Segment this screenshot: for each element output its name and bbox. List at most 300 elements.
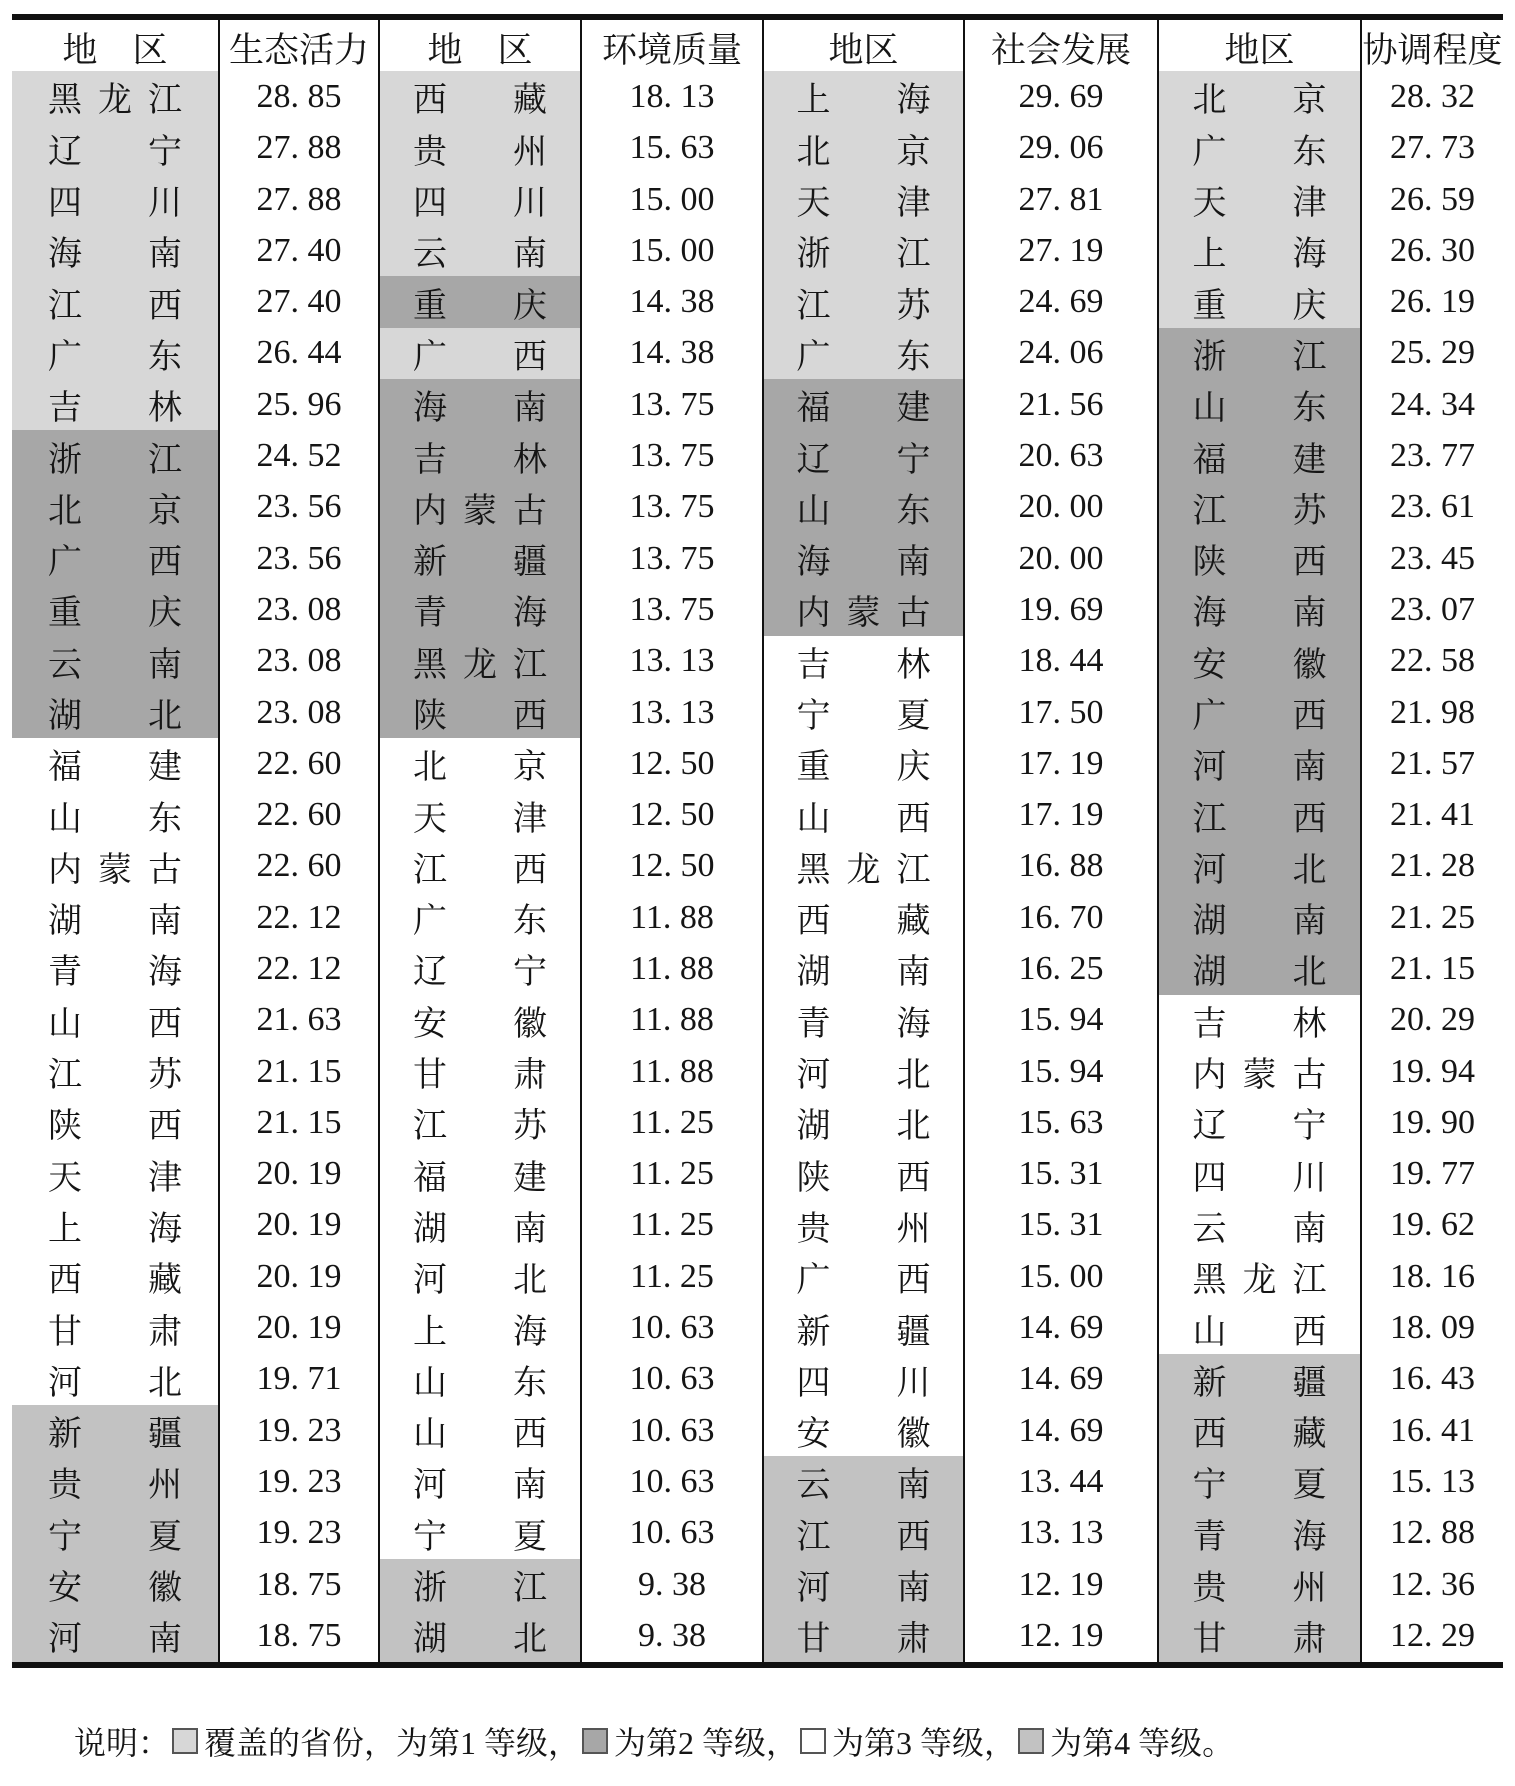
region-name: 河 南 xyxy=(1192,749,1327,787)
region-name: 山 西 xyxy=(796,800,931,838)
legend-grade-1-label: 覆盖的省份，为第1 等级， xyxy=(204,1725,581,1761)
value-text: 10. 63 xyxy=(629,1411,715,1449)
value-cell xyxy=(218,1251,378,1302)
region-name: 内 蒙 古 xyxy=(48,851,182,889)
value-text: 27. 40 xyxy=(256,231,342,269)
value-text: 15. 00 xyxy=(629,180,715,218)
region-name: 新 疆 xyxy=(796,1313,931,1351)
value-cell xyxy=(580,1508,762,1559)
value-cell xyxy=(218,1097,378,1148)
region-cell xyxy=(378,1405,580,1456)
region-name: 河 北 xyxy=(48,1364,182,1402)
value-cell xyxy=(218,174,378,225)
value-text: 14. 69 xyxy=(1018,1360,1104,1398)
value-cell xyxy=(580,430,762,481)
value-cell xyxy=(580,71,762,122)
value-cell xyxy=(218,687,378,738)
region-cell xyxy=(12,1200,218,1251)
region-name: 河 北 xyxy=(796,1057,931,1095)
region-name: 海 南 xyxy=(796,544,931,582)
value-text: 29. 69 xyxy=(1018,77,1104,115)
value-text: 23. 45 xyxy=(1390,539,1475,577)
value-text: 22. 58 xyxy=(1390,642,1475,680)
region-cell xyxy=(12,1251,218,1302)
region-name: 天 津 xyxy=(796,185,931,223)
region-cell xyxy=(762,379,963,430)
region-name: 四 川 xyxy=(1192,1159,1327,1197)
value-cell xyxy=(580,225,762,276)
value-text: 12. 19 xyxy=(1018,1616,1104,1654)
value-text: 20. 19 xyxy=(256,1155,342,1193)
region-name: 四 川 xyxy=(48,185,182,223)
region-cell xyxy=(378,1559,580,1610)
region-cell xyxy=(378,687,580,738)
region-name: 青 海 xyxy=(796,1005,931,1043)
region-cell xyxy=(762,1610,963,1661)
region-cell xyxy=(762,636,963,687)
value-cell xyxy=(218,1149,378,1200)
region-name: 甘 肃 xyxy=(48,1313,182,1351)
region-cell xyxy=(762,225,963,276)
region-name: 江 西 xyxy=(1192,800,1327,838)
value-cell xyxy=(218,276,378,327)
region-cell xyxy=(1157,687,1360,738)
region-name: 陕 西 xyxy=(413,698,547,735)
value-cell xyxy=(218,1302,378,1353)
region-name: 河 南 xyxy=(413,1467,547,1505)
value-text: 26. 44 xyxy=(256,334,342,372)
region-name: 吉 林 xyxy=(48,390,182,428)
value-text: 16. 25 xyxy=(1018,949,1104,987)
value-text: 21. 41 xyxy=(1390,796,1475,834)
region-name: 云 南 xyxy=(48,646,182,684)
value-text: 26. 59 xyxy=(1390,180,1475,218)
region-cell xyxy=(12,1559,218,1610)
region-cell xyxy=(762,1200,963,1251)
region-name: 福 建 xyxy=(1192,441,1327,479)
region-cell xyxy=(378,1354,580,1405)
region-name: 湖 北 xyxy=(1192,954,1327,992)
value-cell xyxy=(218,482,378,533)
region-name: 安 徽 xyxy=(1192,646,1327,684)
region-name: 新 疆 xyxy=(48,1416,182,1454)
value-text: 29. 06 xyxy=(1018,129,1104,167)
value-text: 13. 75 xyxy=(629,590,715,628)
region-name: 内 蒙 古 xyxy=(1192,1057,1327,1095)
value-cell xyxy=(963,1097,1157,1148)
region-name: 山 东 xyxy=(413,1364,547,1402)
region-name: 湖 南 xyxy=(413,1210,547,1248)
region-name: 新 疆 xyxy=(413,544,547,582)
value-text: 27. 73 xyxy=(1390,129,1475,167)
value-cell xyxy=(1360,1149,1503,1200)
region-name: 陕 西 xyxy=(796,1159,931,1197)
value-header-label: 社会发展 xyxy=(990,31,1131,70)
region-cell xyxy=(762,328,963,379)
region-name: 山 西 xyxy=(1192,1313,1327,1351)
region-cell xyxy=(12,123,218,174)
value-text: 19. 23 xyxy=(256,1462,342,1500)
region-name: 江 苏 xyxy=(48,1057,182,1095)
region-header xyxy=(378,20,580,78)
region-name: 河 北 xyxy=(1192,851,1327,889)
value-cell xyxy=(580,1149,762,1200)
region-name: 福 建 xyxy=(796,390,931,428)
region-cell xyxy=(12,174,218,225)
region-cell xyxy=(378,533,580,584)
region-name: 广 东 xyxy=(1192,133,1327,171)
region-cell xyxy=(12,225,218,276)
region-cell xyxy=(378,225,580,276)
region-cell xyxy=(762,1149,963,1200)
region-name: 北 京 xyxy=(413,749,547,787)
region-name: 广 西 xyxy=(413,338,547,376)
value-cell xyxy=(218,789,378,840)
value-cell xyxy=(580,379,762,430)
value-cell xyxy=(1360,584,1503,635)
legend xyxy=(74,1718,1234,1764)
region-name: 西 藏 xyxy=(796,903,931,941)
value-cell xyxy=(963,636,1157,687)
region-name: 海 南 xyxy=(413,390,547,428)
value-text: 24. 52 xyxy=(256,437,342,475)
value-cell xyxy=(1360,892,1503,943)
legend-grade-4-label: 为第4 等级。 xyxy=(1050,1725,1235,1761)
region-cell xyxy=(762,738,963,789)
value-cell xyxy=(218,1559,378,1610)
value-cell xyxy=(580,482,762,533)
legend-grade-2-label: 为第2 等级， xyxy=(614,1725,799,1761)
value-text: 28. 32 xyxy=(1390,77,1475,115)
region-header-label: 地区 xyxy=(1224,31,1295,70)
region-cell xyxy=(1157,841,1360,892)
value-cell xyxy=(1360,430,1503,481)
region-name: 福 建 xyxy=(413,1159,547,1197)
region-cell xyxy=(378,892,580,943)
region-cell xyxy=(1157,71,1360,122)
value-cell xyxy=(218,1200,378,1251)
value-text: 27. 19 xyxy=(1018,231,1104,269)
value-cell xyxy=(580,789,762,840)
region-cell xyxy=(762,276,963,327)
region-cell xyxy=(762,1097,963,1148)
value-cell xyxy=(580,123,762,174)
region-cell xyxy=(378,123,580,174)
value-text: 23. 07 xyxy=(1390,590,1475,628)
value-text: 21. 28 xyxy=(1390,847,1475,885)
region-cell xyxy=(1157,1200,1360,1251)
region-name: 上 海 xyxy=(413,1313,547,1351)
value-text: 17. 19 xyxy=(1018,744,1104,782)
value-text: 19. 62 xyxy=(1390,1206,1475,1244)
value-text: 11. 88 xyxy=(630,949,714,987)
value-text: 13. 13 xyxy=(629,642,715,680)
region-cell xyxy=(12,379,218,430)
value-text: 20. 63 xyxy=(1018,437,1104,475)
value-cell xyxy=(580,636,762,687)
region-cell xyxy=(378,482,580,533)
value-cell xyxy=(1360,71,1503,122)
value-cell xyxy=(580,174,762,225)
value-text: 15. 94 xyxy=(1018,1052,1104,1090)
region-cell xyxy=(1157,1149,1360,1200)
value-cell xyxy=(1360,636,1503,687)
region-name: 浙 江 xyxy=(48,441,182,479)
region-cell xyxy=(1157,1251,1360,1302)
value-text: 19. 23 xyxy=(256,1514,342,1552)
region-cell xyxy=(1157,1354,1360,1405)
region-name: 北 京 xyxy=(1192,82,1327,120)
value-text: 15. 63 xyxy=(629,129,715,167)
value-cell xyxy=(218,225,378,276)
value-cell xyxy=(963,533,1157,584)
region-name: 广 西 xyxy=(796,1262,931,1300)
value-cell xyxy=(218,71,378,122)
value-text: 11. 25 xyxy=(630,1257,714,1295)
region-name: 天 津 xyxy=(48,1159,182,1197)
region-name: 甘 肃 xyxy=(1192,1621,1327,1659)
region-cell xyxy=(378,1302,580,1353)
region-cell xyxy=(1157,1302,1360,1353)
value-text: 27. 40 xyxy=(256,283,342,321)
value-text: 14. 69 xyxy=(1018,1411,1104,1449)
region-name: 山 西 xyxy=(413,1416,547,1454)
value-cell xyxy=(963,1046,1157,1097)
region-cell xyxy=(1157,1097,1360,1148)
region-name: 湖 南 xyxy=(48,903,182,941)
region-name: 宁 夏 xyxy=(1192,1467,1327,1505)
value-text: 11. 25 xyxy=(630,1103,714,1141)
region-cell xyxy=(378,276,580,327)
value-header-label: 协调程度 xyxy=(1362,31,1503,70)
region-cell xyxy=(762,71,963,122)
value-cell xyxy=(1360,687,1503,738)
region-name: 江 苏 xyxy=(796,287,931,325)
value-cell xyxy=(580,328,762,379)
value-text: 12. 19 xyxy=(1018,1565,1104,1603)
region-cell xyxy=(12,943,218,994)
region-cell xyxy=(762,1559,963,1610)
grade-4-swatch xyxy=(1018,1728,1044,1754)
region-name: 湖 北 xyxy=(48,698,182,735)
region-name: 黑 龙 江 xyxy=(413,646,547,684)
value-text: 20. 19 xyxy=(256,1257,342,1295)
value-text: 19. 90 xyxy=(1390,1103,1475,1141)
region-name: 贵 州 xyxy=(796,1210,931,1248)
value-text: 12. 50 xyxy=(629,796,715,834)
region-name: 山 西 xyxy=(48,1005,182,1043)
value-cell xyxy=(218,379,378,430)
value-text: 16. 88 xyxy=(1018,847,1104,885)
value-cell xyxy=(580,1456,762,1507)
region-cell xyxy=(378,328,580,379)
value-cell xyxy=(218,1046,378,1097)
value-cell xyxy=(963,1610,1157,1661)
value-cell xyxy=(580,1302,762,1353)
region-name: 湖 北 xyxy=(796,1108,931,1146)
value-cell xyxy=(1360,841,1503,892)
value-cell xyxy=(580,1405,762,1456)
region-name: 广 东 xyxy=(48,338,182,376)
region-cell xyxy=(762,1405,963,1456)
value-text: 28. 85 xyxy=(256,77,342,115)
region-name: 重 庆 xyxy=(48,595,182,633)
value-text: 13. 75 xyxy=(629,437,715,475)
region-cell xyxy=(12,1046,218,1097)
value-cell xyxy=(580,1251,762,1302)
region-cell xyxy=(762,1354,963,1405)
value-cell xyxy=(1360,1302,1503,1353)
region-cell xyxy=(378,789,580,840)
value-cell xyxy=(1360,738,1503,789)
region-name: 广 西 xyxy=(1192,698,1327,735)
region-cell xyxy=(378,1610,580,1661)
region-cell xyxy=(12,276,218,327)
region-cell xyxy=(12,328,218,379)
region-cell xyxy=(378,1097,580,1148)
value-text: 22. 60 xyxy=(256,796,342,834)
value-text: 14. 38 xyxy=(629,283,715,321)
grade-1-swatch xyxy=(172,1728,198,1754)
value-text: 20. 29 xyxy=(1390,1001,1475,1039)
grade-2-swatch xyxy=(582,1728,608,1754)
region-cell xyxy=(12,1302,218,1353)
region-cell xyxy=(378,430,580,481)
value-cell xyxy=(218,584,378,635)
region-cell xyxy=(12,892,218,943)
value-cell xyxy=(963,892,1157,943)
value-cell xyxy=(963,1149,1157,1200)
region-name: 西 藏 xyxy=(48,1262,182,1300)
value-cell xyxy=(1360,174,1503,225)
region-cell xyxy=(1157,174,1360,225)
region-name: 贵 州 xyxy=(48,1467,182,1505)
value-text: 10. 63 xyxy=(629,1514,715,1552)
region-name: 上 海 xyxy=(48,1210,182,1248)
region-cell xyxy=(1157,1456,1360,1507)
region-cell xyxy=(762,1456,963,1507)
region-name: 浙 江 xyxy=(413,1570,547,1608)
value-text: 19. 71 xyxy=(256,1360,342,1398)
region-name: 重 庆 xyxy=(1192,287,1327,325)
region-name: 黑 龙 江 xyxy=(796,851,931,889)
value-cell xyxy=(1360,1405,1503,1456)
value-text: 15. 94 xyxy=(1018,1001,1104,1039)
region-cell xyxy=(762,995,963,1046)
value-cell xyxy=(580,892,762,943)
value-text: 9. 38 xyxy=(638,1565,706,1603)
value-text: 22. 12 xyxy=(256,898,342,936)
region-cell xyxy=(378,943,580,994)
region-name: 四 川 xyxy=(413,185,547,223)
region-cell xyxy=(762,1302,963,1353)
value-text: 19. 77 xyxy=(1390,1155,1475,1193)
region-name: 江 西 xyxy=(48,287,182,325)
region-name: 广 东 xyxy=(796,338,931,376)
value-cell xyxy=(580,276,762,327)
value-cell xyxy=(1360,379,1503,430)
region-cell xyxy=(12,789,218,840)
region-cell xyxy=(762,482,963,533)
region-cell xyxy=(1157,225,1360,276)
region-name: 湖 南 xyxy=(796,954,931,992)
region-name: 重 庆 xyxy=(413,287,547,325)
value-text: 12. 50 xyxy=(629,744,715,782)
value-text: 16. 43 xyxy=(1390,1360,1475,1398)
region-cell xyxy=(12,1354,218,1405)
region-name: 江 苏 xyxy=(413,1108,547,1146)
value-text: 13. 75 xyxy=(629,385,715,423)
value-text: 23. 56 xyxy=(256,488,342,526)
region-name: 河 北 xyxy=(413,1262,547,1300)
region-cell xyxy=(12,1508,218,1559)
region-header-label: 地区 xyxy=(828,31,899,70)
region-name: 江 苏 xyxy=(1192,492,1327,530)
value-text: 22. 60 xyxy=(256,847,342,885)
region-name: 黑 龙 江 xyxy=(48,82,182,120)
region-name: 安 徽 xyxy=(796,1416,931,1454)
region-cell xyxy=(12,1097,218,1148)
region-name: 山 东 xyxy=(48,800,182,838)
region-name: 云 南 xyxy=(413,236,547,274)
value-cell xyxy=(963,71,1157,122)
region-name: 江 西 xyxy=(413,851,547,889)
value-cell xyxy=(218,430,378,481)
region-name: 江 西 xyxy=(796,1518,931,1556)
value-text: 15. 63 xyxy=(1018,1103,1104,1141)
region-name: 安 徽 xyxy=(48,1570,182,1608)
region-name: 陕 西 xyxy=(48,1108,182,1146)
value-text: 19. 94 xyxy=(1390,1052,1475,1090)
region-name: 云 南 xyxy=(796,1467,931,1505)
value-text: 23. 61 xyxy=(1390,488,1475,526)
value-cell xyxy=(218,1508,378,1559)
region-name: 内 蒙 古 xyxy=(796,595,931,633)
value-cell xyxy=(963,789,1157,840)
value-text: 26. 19 xyxy=(1390,283,1475,321)
region-cell xyxy=(1157,1046,1360,1097)
value-cell xyxy=(580,738,762,789)
region-name: 北 京 xyxy=(796,133,931,171)
value-cell xyxy=(1360,789,1503,840)
region-name: 上 海 xyxy=(796,82,931,120)
value-text: 25. 96 xyxy=(256,385,342,423)
value-text: 18. 44 xyxy=(1018,642,1104,680)
value-text: 24. 34 xyxy=(1390,385,1475,423)
region-cell xyxy=(1157,379,1360,430)
region-cell xyxy=(762,789,963,840)
value-text: 15. 00 xyxy=(1018,1257,1104,1295)
region-cell xyxy=(762,1508,963,1559)
region-header-label: 地 区 xyxy=(427,31,533,70)
region-name: 辽 宁 xyxy=(1192,1108,1327,1146)
region-name: 河 南 xyxy=(796,1570,931,1608)
region-name: 四 川 xyxy=(796,1364,931,1402)
value-cell xyxy=(1360,276,1503,327)
region-cell xyxy=(1157,328,1360,379)
region-name: 西 藏 xyxy=(413,82,547,120)
region-cell xyxy=(762,892,963,943)
region-cell xyxy=(1157,789,1360,840)
region-cell xyxy=(762,123,963,174)
value-text: 16. 70 xyxy=(1018,898,1104,936)
value-cell xyxy=(1360,1097,1503,1148)
region-cell xyxy=(378,1149,580,1200)
value-text: 19. 69 xyxy=(1018,590,1104,628)
region-cell xyxy=(12,738,218,789)
region-name: 云 南 xyxy=(1192,1210,1327,1248)
region-cell xyxy=(1157,892,1360,943)
